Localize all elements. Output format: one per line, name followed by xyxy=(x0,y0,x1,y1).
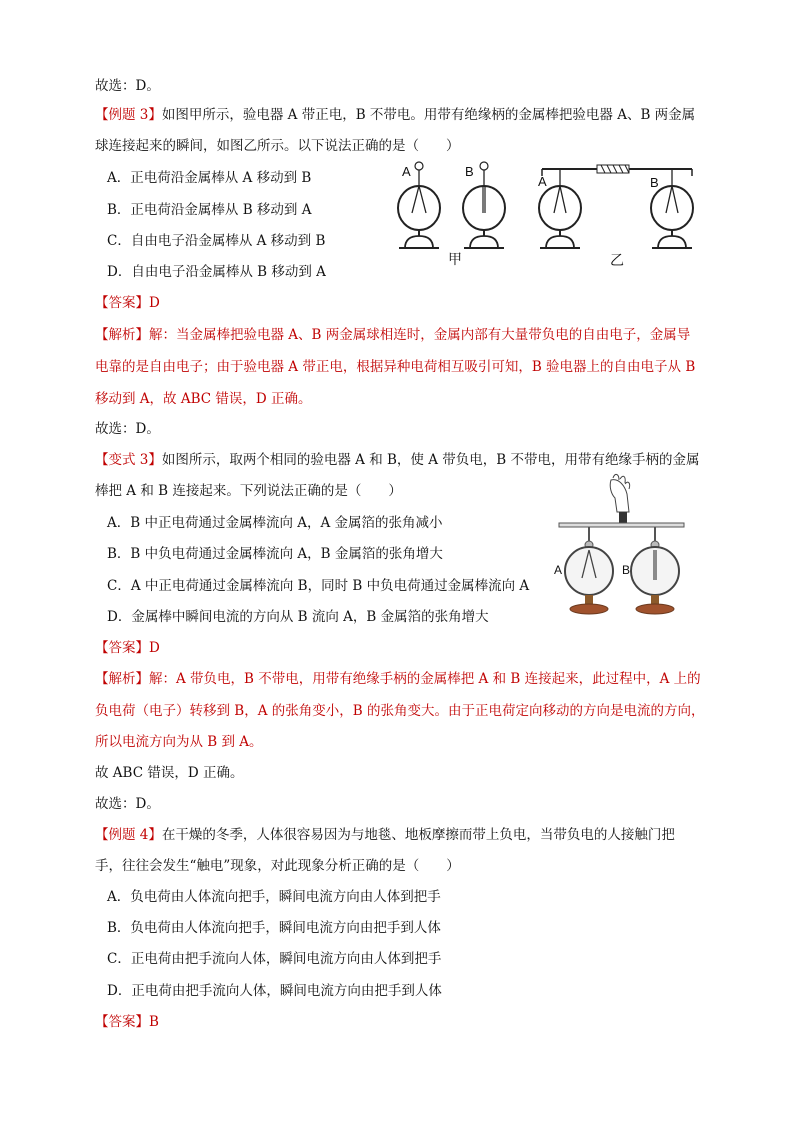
example3-question-text: 如图甲所示，验电器 A 带正电，B 不带电。用带有绝缘柄的金属棒把验电器 A、B 两金属 xyxy=(161,107,696,123)
example3-question-line1 xyxy=(95,106,695,124)
variant3-conclusion: 故选：D。 xyxy=(95,796,160,812)
variant3-option-c: C．A 中正电荷通过金属棒流向 B，同时 B 中负电荷通过金属棒流向 A xyxy=(107,578,530,594)
example3-analysis-line1 xyxy=(95,326,690,344)
example3-option-b: B．正电荷沿金属棒从 B 移动到 A xyxy=(107,202,312,218)
example4-question-text: 在干燥的冬季，人体很容易因为与地毯、地板摩擦而带上负电，当带负电的人接触门把 xyxy=(161,827,675,843)
example4-tag: 【例题 4】 xyxy=(95,827,162,843)
figure-label-b-jia: B xyxy=(465,164,474,179)
example4-question-line1 xyxy=(95,826,675,844)
answer-tag: 【答案】 xyxy=(95,295,149,311)
answer-tag: 【答案】 xyxy=(95,1014,149,1030)
figure-label-a-jia: A xyxy=(402,164,411,179)
example3-analysis-line3: 移动到 A，故 ABC 错误，D 正确。 xyxy=(95,391,312,407)
example3-option-c: C．自由电子沿金属棒从 A 移动到 B xyxy=(107,233,326,249)
example3-option-d: D．自由电子沿金属棒从 B 移动到 A xyxy=(107,264,326,280)
figure-label-a-yi: A xyxy=(538,174,547,189)
variant3-figure xyxy=(553,470,688,620)
analysis-tag: 【解析】 xyxy=(95,671,149,687)
analysis-text: 解：A 带负电，B 不带电，用带有绝缘手柄的金属棒把 A 和 B 连接起来，此过程中，A 上的 xyxy=(149,671,701,687)
variant3-tag: 【变式 3】 xyxy=(95,452,162,468)
hand-icon xyxy=(610,474,629,524)
answer-tag: 【答案】 xyxy=(95,640,149,656)
electroscope-a xyxy=(565,527,613,614)
variant3-analysis-line2: 负电荷（电子）转移到 B，A 的张角变小，B 的张角变大。由于正电荷定向移动的方向是电流的方向， xyxy=(95,703,705,719)
variant3-analysis-line1 xyxy=(95,670,701,688)
figure-label-jia: 甲 xyxy=(448,252,462,268)
example3-answer xyxy=(95,294,160,312)
example3-question-line2: 球连接起来的瞬间，如图乙所示。以下说法正确的是（ ） xyxy=(95,138,460,154)
example4-answer xyxy=(95,1013,159,1031)
example3-tag: 【例题 3】 xyxy=(95,107,162,123)
example3-analysis-line2: 电靠的是自由电子；由于验电器 A 带正电，根据异种电荷相互吸引可知，B 验电器上的自由电子从 B xyxy=(95,359,696,375)
figure-label-yi: 乙 xyxy=(610,253,624,269)
electroscope-b xyxy=(631,527,679,614)
figure-label-b-yi: B xyxy=(650,175,659,190)
example3-figure xyxy=(392,160,697,270)
example4-question-line2: 手，往往会发生“触电”现象，对此现象分析正确的是（ ） xyxy=(95,858,460,874)
example4-option-b: B．负电荷由人体流向把手，瞬间电流方向由把手到人体 xyxy=(107,920,441,936)
figure-label-b: B xyxy=(622,563,631,577)
example3-option-a: A．正电荷沿金属棒从 A 移动到 B xyxy=(107,170,312,186)
metal-rod xyxy=(559,523,684,527)
answer-value: B xyxy=(149,1014,159,1030)
analysis-tag: 【解析】 xyxy=(95,327,149,343)
variant3-answer xyxy=(95,639,160,657)
analysis-text: 解：当金属棒把验电器 A、B 两金属球相连时，金属内部有大量带负电的自由电子，金属导 xyxy=(149,327,691,343)
variant3-option-d: D．金属棒中瞬间电流的方向从 B 流向 A，B 金属箔的张角增大 xyxy=(107,609,489,625)
figure-label-a: A xyxy=(554,563,563,577)
variant3-question-line1 xyxy=(95,451,699,469)
example4-option-a: A．负电荷由人体流向把手，瞬间电流方向由人体到把手 xyxy=(107,889,441,905)
variant3-question-line2: 棒把 A 和 B 连接起来。下列说法正确的是（ ） xyxy=(95,483,402,499)
variant3-option-a: A．B 中正电荷通过金属棒流向 A，A 金属箔的张角减小 xyxy=(107,515,443,531)
example3-conclusion: 故选：D。 xyxy=(95,421,160,437)
conclusion-text: 故选：D。 xyxy=(95,78,160,94)
example4-option-d: D．正电荷由把手流向人体，瞬间电流方向由把手到人体 xyxy=(107,983,442,999)
answer-value: D xyxy=(149,295,160,311)
example4-option-c: C．正电荷由把手流向人体，瞬间电流方向由人体到把手 xyxy=(107,951,442,967)
variant3-question-text: 如图所示，取两个相同的验电器 A 和 B，使 A 带负电，B 不带电，用带有绝缘手柄的金属 xyxy=(161,452,700,468)
variant3-analysis-line3: 所以电流方向为从 B 到 A。 xyxy=(95,734,263,750)
variant3-option-b: B．B 中负电荷通过金属棒流向 A，B 金属箔的张角增大 xyxy=(107,546,443,562)
variant3-analysis-line4: 故 ABC 错误，D 正确。 xyxy=(95,765,244,781)
answer-value: D xyxy=(149,640,160,656)
